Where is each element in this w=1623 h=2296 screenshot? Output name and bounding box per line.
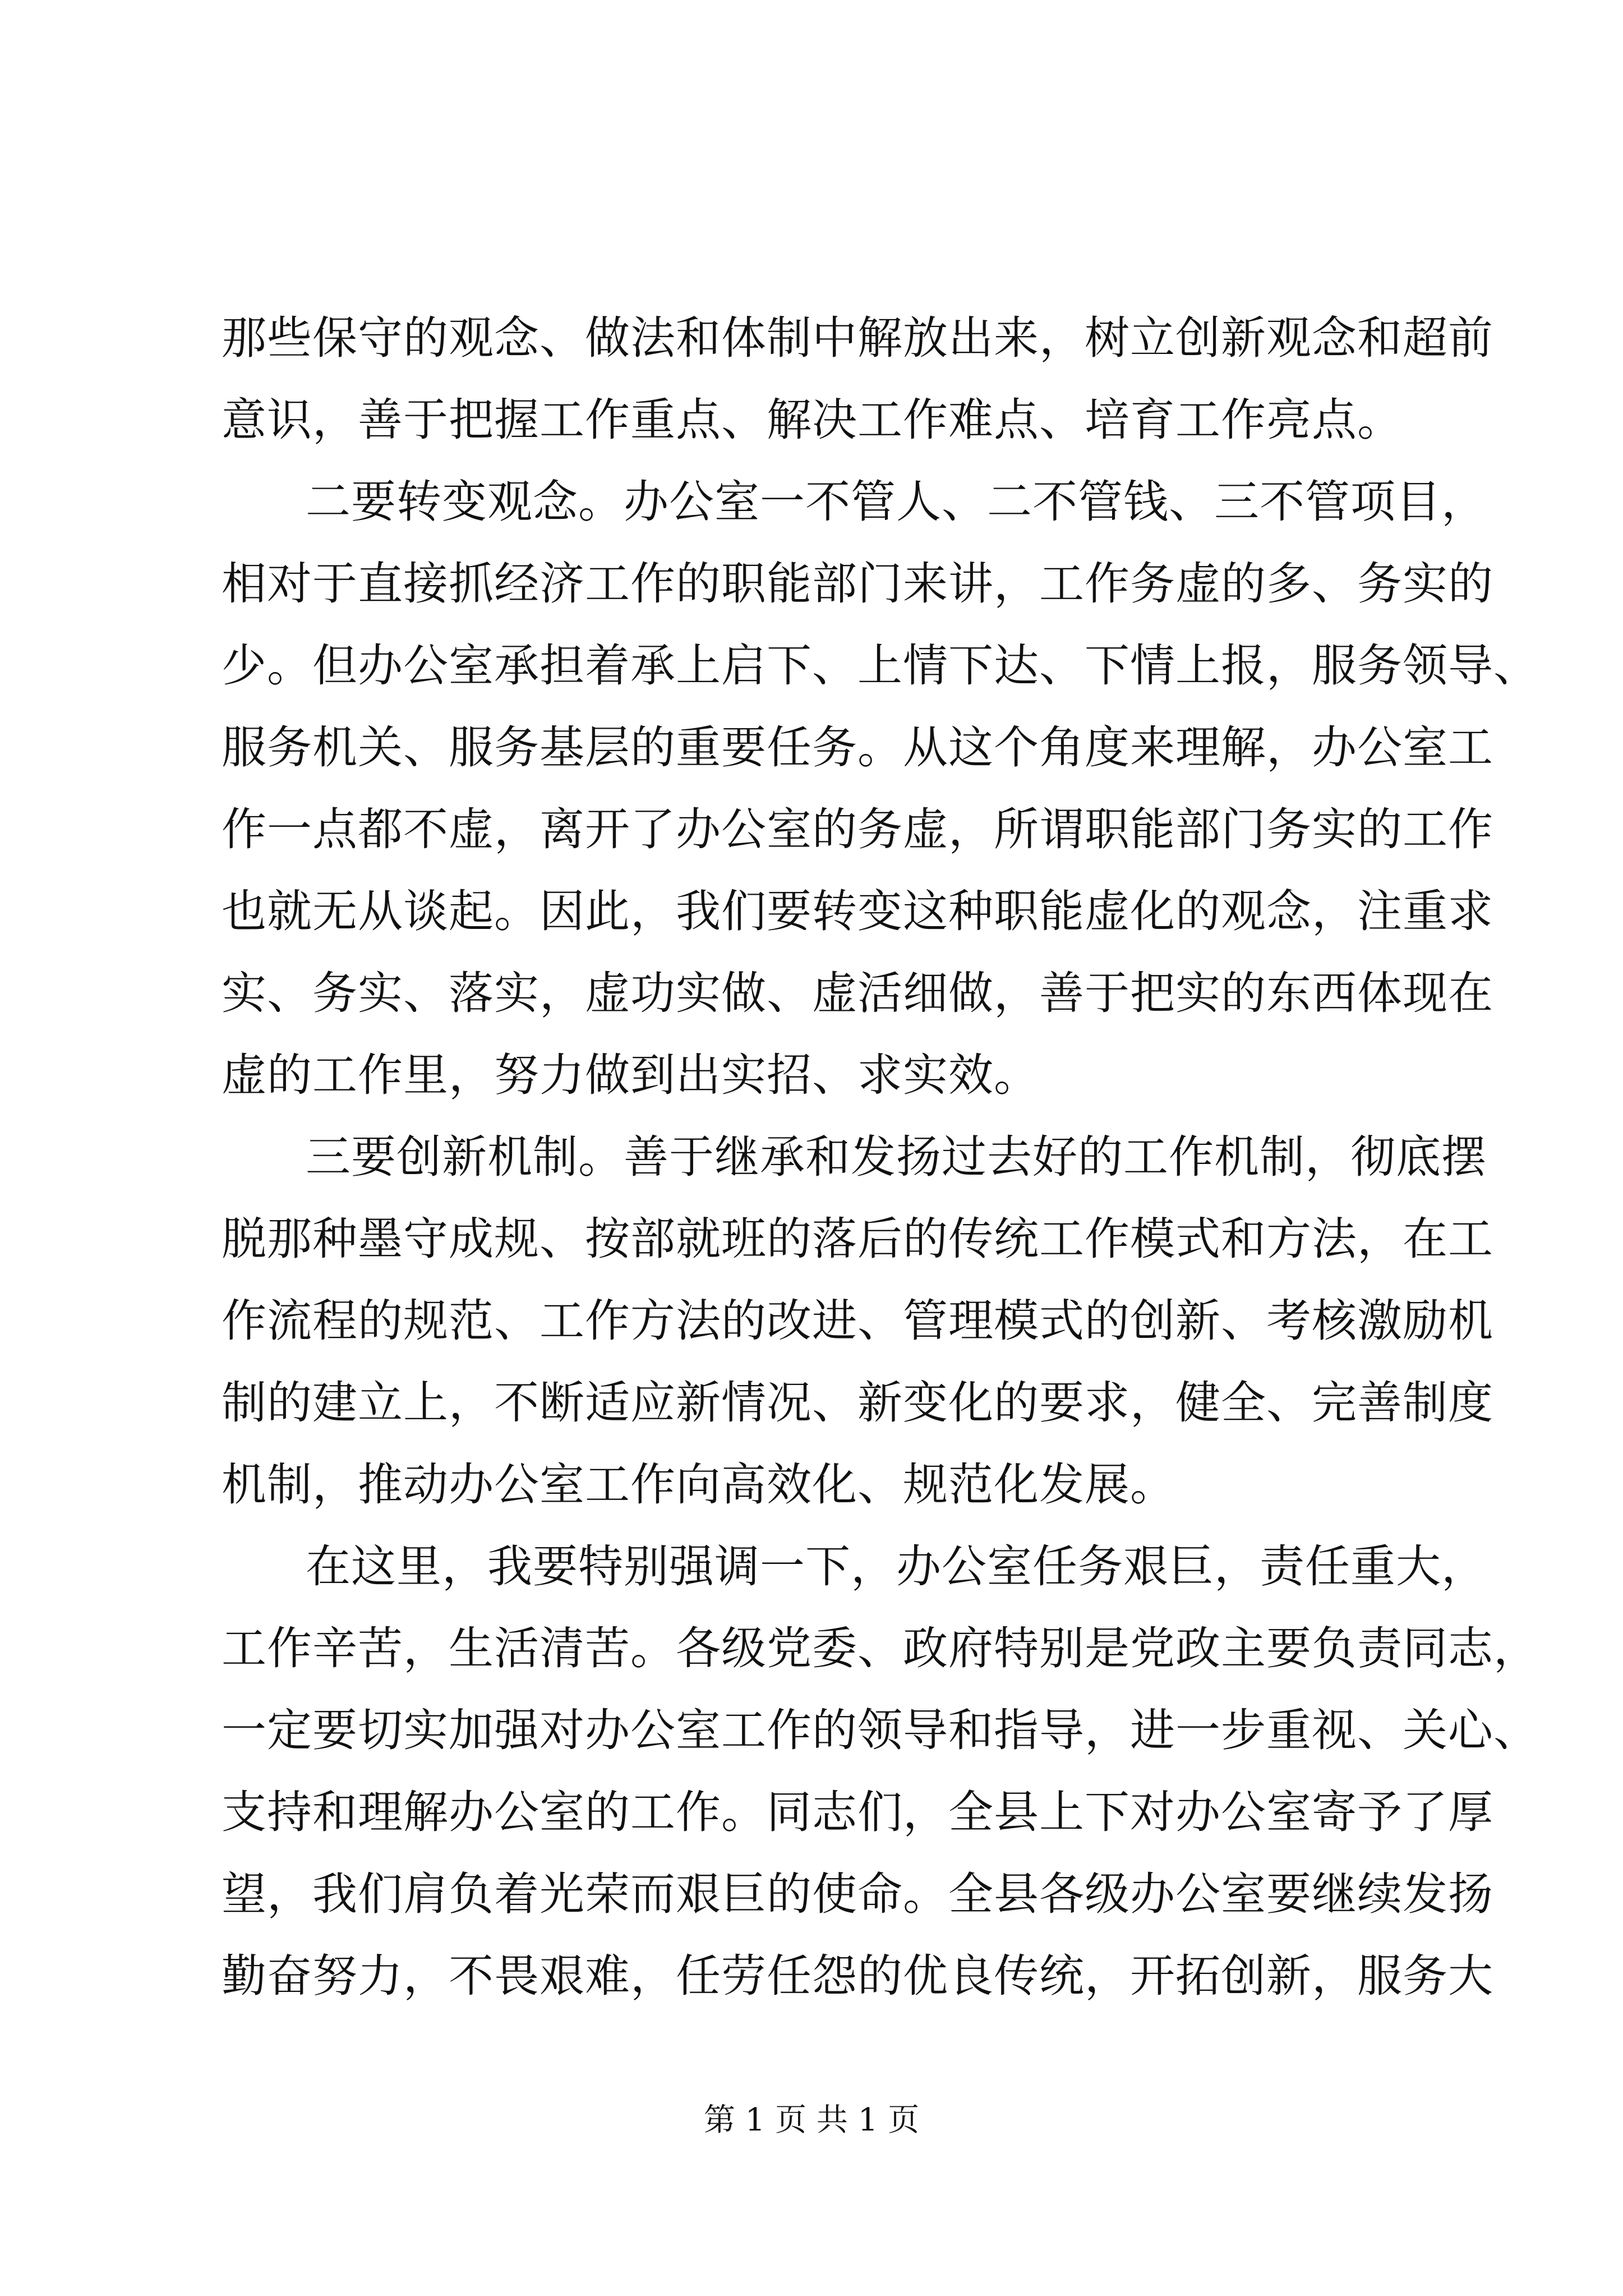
page-footer	[0, 2101, 1623, 2140]
text-line: 工作辛苦，生活清苦。各级党委、政府特别是党政主要负责同志，	[222, 1622, 1539, 1674]
text-line: 实、务实、落实，虚功实做、虚活细做，善于把实的东西体现在	[222, 967, 1493, 1019]
text-line: 也就无从谈起。因此，我们要转变这种职能虚化的观念，注重求	[222, 885, 1493, 937]
paragraph-start-line: 在这里，我要特别强调一下，办公室任务艰巨，责任重大，	[306, 1540, 1487, 1593]
paragraph-start-line: 二要转变观念。办公室一不管人、二不管钱、三不管项目，	[306, 476, 1487, 528]
paragraph-start-line: 三要创新机制。善于继承和发扬过去好的工作机制，彻底摆	[306, 1131, 1487, 1183]
text-line: 制的建立上，不断适应新情况、新变化的要求，健全、完善制度	[222, 1377, 1493, 1429]
text-line: 相对于直接抓经济工作的职能部门来讲，工作务虚的多、务实的	[222, 558, 1493, 610]
text-line: 意识，善于把握工作重点、解决工作难点、培育工作亮点。	[222, 394, 1403, 446]
text-line: 服务机关、服务基层的重要任务。从这个角度来理解，办公室工	[222, 721, 1493, 774]
text-line: 那些保守的观念、做法和体制中解放出来，树立创新观念和超前	[222, 312, 1493, 364]
text-line: 作流程的规范、工作方法的改进、管理模式的创新、考核激励机	[222, 1295, 1493, 1347]
text-line: 作一点都不虚，离开了办公室的务虚，所谓职能部门务实的工作	[222, 803, 1493, 855]
text-line: 脱那种墨守成规、按部就班的落后的传统工作模式和方法，在工	[222, 1213, 1493, 1265]
text-line: 一定要切实加强对办公室工作的领导和指导，进一步重视、关心、	[222, 1704, 1539, 1756]
text-line: 机制，推动办公室工作向高效化、规范化发展。	[222, 1458, 1175, 1511]
text-line: 少。但办公室承担着承上启下、上情下达、下情上报，服务领导、	[222, 639, 1539, 692]
page-number-label: 第 1 页 共 1 页	[703, 2102, 920, 2138]
text-line: 虚的工作里，努力做到出实招、求实效。	[222, 1049, 1039, 1101]
text-line: 望，我们肩负着光荣而艰巨的使命。全县各级办公室要继续发扬	[222, 1868, 1493, 1920]
text-line: 勤奋努力，不畏艰难，任劳任怨的优良传统，开拓创新，服务大	[222, 1950, 1493, 2002]
text-line: 支持和理解办公室的工作。同志们，全县上下对办公室寄予了厚	[222, 1786, 1493, 1838]
document-body	[222, 297, 1539, 2017]
